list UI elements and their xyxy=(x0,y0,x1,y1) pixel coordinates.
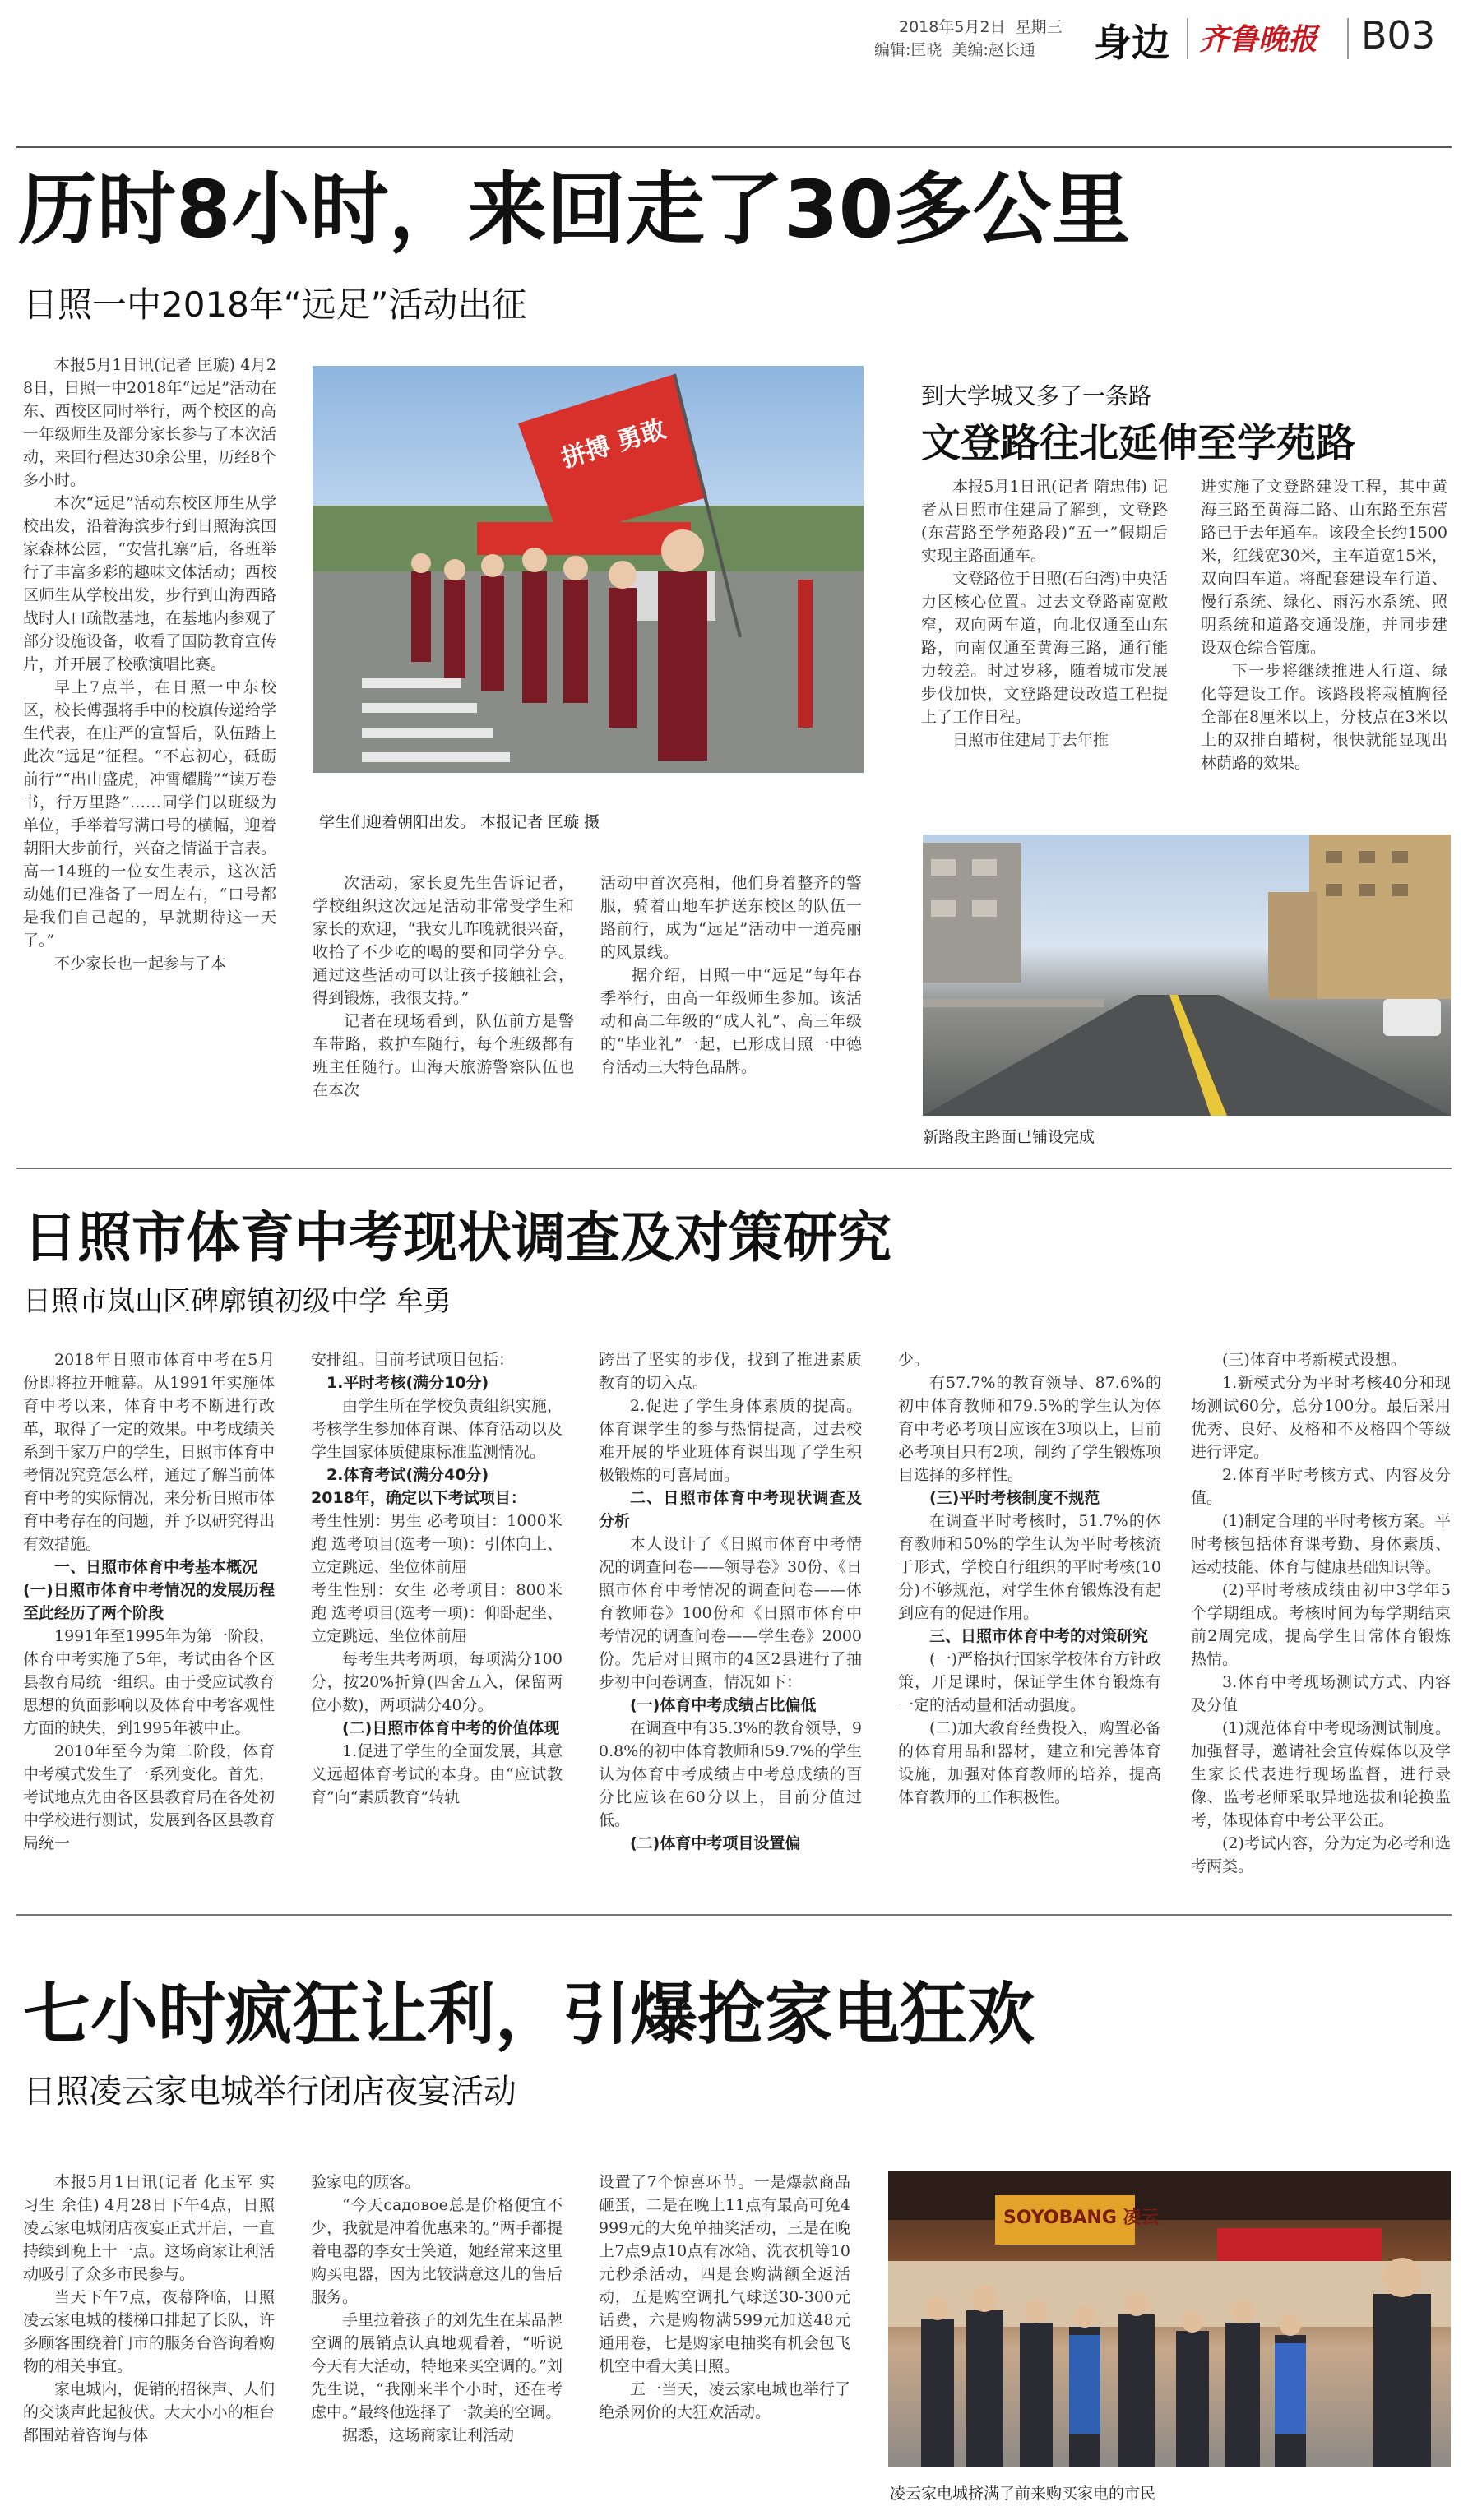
marching-students-illustration xyxy=(313,366,864,773)
article2-column-1 xyxy=(921,475,1168,821)
paragraph: 本报5月1日讯(记者 化玉军 实习生 余佳) 4月28日下午4点，日照凌云家电城闭店夜宴正式开启，一直持续到晚上十一点。这场商家让利活动吸引了众多市民参与。 xyxy=(23,2173,275,2283)
masthead-rule xyxy=(16,146,1452,148)
section-rule-1 xyxy=(16,1168,1452,1169)
paragraph: 有57.7%的教育领导、87.6%的初中体育教师和79.5%的学生认为体育中考必考项目应该在3项以上，目前必考项目只有2项，制约了学生锻炼项目选择的多样性。 xyxy=(898,1374,1161,1484)
section-rule-2 xyxy=(16,1914,1452,1916)
paragraph: 跨出了坚实的步伐，找到了推进素质教育的切入点。 xyxy=(599,1351,862,1392)
paragraph: 2018年日照市体育中考在5月份即将拉开帷幕。从1991年实施体育中考以来，体育中考不断进行改革，取得了一定的效果。中考成绩关系到千家万户的学生，日照市体育中考情况究竟怎么样，通过了解当前体育中考的实际情况，来分析日照市体育中考存在的问题，并予以研究得出有效措施。 xyxy=(23,1351,275,1553)
masthead xyxy=(0,0,1468,78)
article1-subhead: 日照一中2018年“远足”活动出征 xyxy=(23,284,527,325)
section-heading: (二)体育中考项目设置偏 xyxy=(630,1834,801,1852)
issue-date xyxy=(899,15,1063,37)
section-heading: (一)体育中考成绩占比偏低 xyxy=(630,1696,817,1714)
section-heading: (二)日照市体育中考的价值体现 xyxy=(342,1719,560,1737)
paragraph: 1.促进了学生的全面发展，其意义远超体育考试的本身。由“应试教育”向“素质教育”转轨 xyxy=(311,1742,563,1806)
paragraph: 2.促进了学生身体素质的提高。体育课学生的参与热情提高，过去校难开展的毕业班体育课出现了学生积极锻炼的可喜局面。 xyxy=(599,1397,862,1484)
paragraph: 考生性别：男生 必考项目：1000米跑 选考项目(选考一项)：引体向上、立定跳远、坐位体前屈 xyxy=(311,1512,563,1576)
article2-caption: 新路段主路面已铺设完成 xyxy=(923,1128,1095,1146)
paragraph: 本次“远足”活动东校区师生从学校出发，沿着海滨步行到日照海滨国家森林公园，“安营扎寨”后，各班举行了丰富多彩的趣味文体活动；西校区师生从学校出发，步行到山海西路战时人口疏散基地，在基地内参观了部分设施设备，收看了国防教育宣传片，并开展了校歌演唱比赛。 xyxy=(23,494,276,673)
editor-credits xyxy=(874,38,1035,60)
paragraph: (1)规范体育中考现场测试制度。加强督导，邀请社会宣传媒体以及学生家长代表进行现场监督，进行录像、监考老师采取异地选拔和轮换监考，体现体育中考公平公正。 xyxy=(1191,1719,1451,1829)
paragraph: 据悉，这场商家让利活动 xyxy=(342,2426,515,2444)
section-heading: 一、日照市体育中考基本概况 xyxy=(54,1558,258,1576)
article4-column-1 xyxy=(23,2171,275,2512)
section-heading: 1.平时考核(满分10分) xyxy=(326,1374,489,1392)
paragraph: 文登路位于日照(石臼湾)中央活力区核心位置。过去文登路南宽敞窄，双向两车道，向北仅通至山东路，向南仅通至黄海三路，通行能力较差。时过岁移，随着城市发展步伐加快，文登路建设改造工程提上了工作日程。 xyxy=(921,570,1168,726)
masthead-divider xyxy=(1187,18,1188,59)
article3-byline: 日照市岚山区碑廓镇初级中学 牟勇 xyxy=(23,1285,452,1318)
paragraph: 据介绍，日照一中“远足”每年春季举行，由高一年级师生参加。该活动和高二年级的“成人礼”、高三年级的“毕业礼”一起，已形成日照一中德育活动三大特色品牌。 xyxy=(600,966,862,1076)
paragraph: “今天садовое总是价格便宜不少，我就是冲着优惠来的。”两手都提着电器的李女士笑道，她经常来这里购买电器，因为比较满意这儿的售后服务。 xyxy=(311,2196,563,2306)
paragraph: (2)平时考核成绩由初中3学年5个学期组成。考核时间为每学期结束前2周完成，提高学生日常体育锻炼热情。 xyxy=(1191,1581,1451,1668)
paragraph: 安排组。目前考试项目包括： xyxy=(311,1351,515,1369)
paragraph: 2010年至今为第二阶段，体育中考模式发生了一系列变化。首先，考试地点先由各区县教育局在各处初中学校进行测试，发展到各区县教育局统一 xyxy=(23,1742,275,1852)
page-number: B03 xyxy=(1361,13,1436,58)
article4-subhead: 日照凌云家电城举行闭店夜宴活动 xyxy=(23,2073,516,2111)
paragraph: 少。 xyxy=(898,1351,930,1369)
paragraph: (二)加大教育经费投入，购置必备的体育用品和器材，建立和完善体育设施，加强对体育教师的培养，提高体育教师的工作积极性。 xyxy=(898,1719,1161,1806)
paragraph: 当天下午7点，夜幕降临，日照凌云家电城的楼梯口排起了长队，许多顾客围绕着门市的服务台咨询着购物的相关事宜。 xyxy=(23,2288,275,2375)
article1-column-2 xyxy=(313,872,574,1155)
paragraph: 家电城内，促销的招徕声、人们的交谈声此起彼伏。大大小小的柜台都围站着咨询与体 xyxy=(23,2380,275,2444)
paragraph: 在调查平时考核时，51.7%的体育教师和50%的学生认为平时考核流于形式，学校自行组织的平时考核(10分)不够规范，对学生体育锻炼没有起到应有的促进作用。 xyxy=(898,1512,1161,1622)
date-text: 2018年5月2日 xyxy=(899,18,1006,36)
paragraph: 考生性别：女生 必考项目：800米跑 选考项目(选考一项)：仰卧起坐、立定跳远、坐位体前屈 xyxy=(311,1581,563,1645)
paragraph: 每考生共考两项，每项满分100分，按20%折算(四舍五入，保留两位小数)，两项满分40分。 xyxy=(311,1650,563,1714)
paragraph: 日照市住建局于去年推 xyxy=(952,731,1109,749)
new-road-illustration xyxy=(923,835,1451,1116)
paragraph: (三)体育中考新模式设想。 xyxy=(1222,1351,1406,1369)
paragraph: 由学生所在学校负责组织实施，考核学生参加体育课、体育活动以及学生国家体质健康标准监测情况。 xyxy=(311,1397,563,1461)
paragraph: 记者在现场看到，队伍前方是警车带路，救护车随行，每个班级都有班主任随行。山海天旅游警察队伍也在本次 xyxy=(313,1012,574,1099)
paper-logo: 齐鲁晚报 xyxy=(1199,22,1318,57)
article4-column-3 xyxy=(599,2171,850,2512)
article3-column-3 xyxy=(599,1348,862,1895)
weekday-text: 星期三 xyxy=(1015,18,1063,36)
paragraph: 五一当天，凌云家电城也举行了绝杀网价的大狂欢活动。 xyxy=(599,2380,850,2421)
paragraph: 本人设计了《日照市体育中考情况的调查问卷——领导卷》30份、《日照市体育中考情况的调查问卷——体育教师卷》100份和《日照市体育中考情况的调查问卷——学生卷》2000份。先后对日照市的4区2县进行了抽步初中问卷调查，情况如下： xyxy=(599,1535,862,1691)
section-heading: (三)平时考核制度不规范 xyxy=(929,1489,1100,1507)
article1-caption: 学生们迎着朝阳出发。 本报记者 匡璇 摄 xyxy=(319,813,600,831)
paragraph: (2)考试内容，分为定为必考和选考两类。 xyxy=(1191,1834,1451,1875)
article3-column-5 xyxy=(1191,1348,1451,1895)
section-heading: 2.体育考试(满分40分) xyxy=(326,1466,489,1484)
article1-photo xyxy=(313,366,864,773)
paragraph: 不少家长也一起参与了本 xyxy=(54,955,227,973)
paragraph: 验家电的顾客。 xyxy=(311,2173,421,2191)
article3-column-4 xyxy=(898,1348,1161,1895)
section-name: 身边 xyxy=(1094,21,1169,65)
paragraph: 设置了7个惊喜环节。一是爆款商品砸蛋，二是在晚上11点有最高可免4999元的大免单抽奖活动，三是在晚上7点9点10点有冰箱、洗衣机等10元秒杀活动，四是套购满额全返活动，五是购空调扎气球送30-300元话费，六是购物满599元加送48元通用卷，七是购家电抽奖有机会包飞机空中看大美日照。 xyxy=(599,2173,850,2375)
article3-headline: 日照市体育中考现状调查及对策研究 xyxy=(23,1206,891,1269)
article2-kicker: 到大学城又多了一条路 xyxy=(921,382,1152,409)
paragraph: (一)严格执行国家学校体育方针政策，开足课时，保证学生体育锻炼有一定的活动量和活动强度。 xyxy=(898,1650,1161,1714)
paragraph: 手里拉着孩子的刘先生在某品牌空调的展销点认真地观看着，“听说今天有大活动，特地来买空调的。”刘先生说，“我刚来半个小时，还在考虑中。”最终他选择了一款美的空调。 xyxy=(311,2311,563,2421)
banner-text: 拼搏 勇敢 xyxy=(558,414,669,474)
article3-column-1 xyxy=(23,1348,275,1895)
masthead-divider-2 xyxy=(1347,18,1349,59)
paragraph: 活动中首次亮相，他们身着整齐的警服，骑着山地车护送东校区的队伍一路前行，成为“远足”活动中一道亮丽的风景线。 xyxy=(600,874,862,961)
article4-headline: 七小时疯狂让利，引爆抢家电狂欢 xyxy=(23,1976,1035,2054)
section-heading: 三、日照市体育中考的对策研究 xyxy=(929,1627,1149,1645)
article1-headline: 历时8小时，来回走了30多公里 xyxy=(18,164,1131,256)
paragraph: 3.体育中考现场测试方式、内容及分值 xyxy=(1191,1673,1451,1714)
article4-column-2 xyxy=(311,2171,563,2512)
article4-caption: 凌云家电城挤满了前来购买家电的市民 xyxy=(890,2485,1156,2503)
article3-column-2 xyxy=(311,1348,563,1895)
section-heading: 2018年，确定以下考试项目： xyxy=(311,1489,526,1507)
paragraph: 本报5月1日讯(记者 匡璇) 4月28日，日照一中2018年“远足”活动在东、西校区同时举行，两个校区的高一年级师生及部分家长参与了本次活动，来回行程达30余公里，历经8个多小时。 xyxy=(23,356,276,489)
section-heading: 二、日照市体育中考现状调查及分析 xyxy=(599,1489,862,1530)
paragraph: 进实施了文登路建设工程，其中黄海三路至黄海二路、山东路至东营路已于去年通车。该段全长约1500米，红线宽30米，主车道宽15米，双向四车道。将配套建设车行道、慢行系统、绿化、雨污水系统、照明系统和道路交通设施，并同步建设双仓综合管廊。 xyxy=(1201,478,1447,657)
editor-text: 编辑:匡晓 xyxy=(874,41,942,59)
article2-headline: 文登路往北延伸至学苑路 xyxy=(921,420,1356,466)
paragraph: 下一步将继续推进人行道、绿化等建设工作。该路段将栽植胸径全部在8厘米以上，分枝点在3米以上的双排白蜡树，很快就能显现出林荫路的效果。 xyxy=(1201,662,1447,772)
article4-photo xyxy=(888,2171,1451,2467)
section-heading: (一)日照市体育中考情况的发展历程至此经历了两个阶段 xyxy=(23,1581,275,1622)
article2-column-2 xyxy=(1201,475,1447,821)
designer-text: 美编:赵长通 xyxy=(952,41,1035,59)
paragraph: 次活动，家长夏先生告诉记者，学校组织这次远足活动非常受学生和家长的欢迎，“我女儿昨晚就很兴奋，收拾了不少吃的喝的要和同学分享。通过这些活动可以让孩子接触社会，得到锻炼，我很支持。” xyxy=(313,874,574,1007)
paragraph: (1)制定合理的平时考核方案。平时考核包括体育课考勤、身体素质、运动技能、体育与健康基础知识等。 xyxy=(1191,1512,1451,1576)
paragraph: 1.新模式分为平时考核40分和现场测试60分，总分100分。最后采用优秀、良好、及格和不及格四个等级进行评定。 xyxy=(1191,1374,1451,1461)
paragraph: 在调查中有35.3%的教育领导，90.8%的初中体育教师和59.7%的学生认为体育中考成绩占中考总成绩的百分比应该在60分以上，目前分值过低。 xyxy=(599,1719,862,1829)
article1-column-3 xyxy=(600,872,862,1155)
paragraph: 早上7点半，在日照一中东校区，校长傅强将手中的校旗传递给学生代表，在庄严的宣誓后，队伍踏上此次“远足”征程。“不忘初心，砥砺前行”“出山盛虎，冲霄耀腾”“读万卷书，行万里路”……同学们以班级为单位，手举着写满口号的横幅，迎着朝阳大步前行，兴奋之情溢于言表。高一14班的一位女生表示，这次活动她们已准备了一周左右，“口号都是我们自己起的，早就期待这一天了。” xyxy=(23,678,276,950)
paragraph: 本报5月1日讯(记者 隋忠伟) 记者从日照市住建局了解到，文登路(东营路至学苑路段)“五一”假期后实现主路面通车。 xyxy=(921,478,1168,565)
article1-column-1 xyxy=(23,354,276,1155)
paragraph: 2.体育平时考核方式、内容及分值。 xyxy=(1191,1466,1451,1507)
mall-crowd-illustration xyxy=(888,2171,1451,2467)
store-sign: SOYOBANG 凌云 xyxy=(1003,2208,1160,2228)
paragraph: 1991年至1995年为第一阶段，体育中考实施了5年，考试由各个区县教育局统一组织。由于受应试教育思想的负面影响以及体育中考客观性方面的缺失，到1995年被中止。 xyxy=(23,1627,275,1737)
article2-photo xyxy=(923,835,1451,1116)
